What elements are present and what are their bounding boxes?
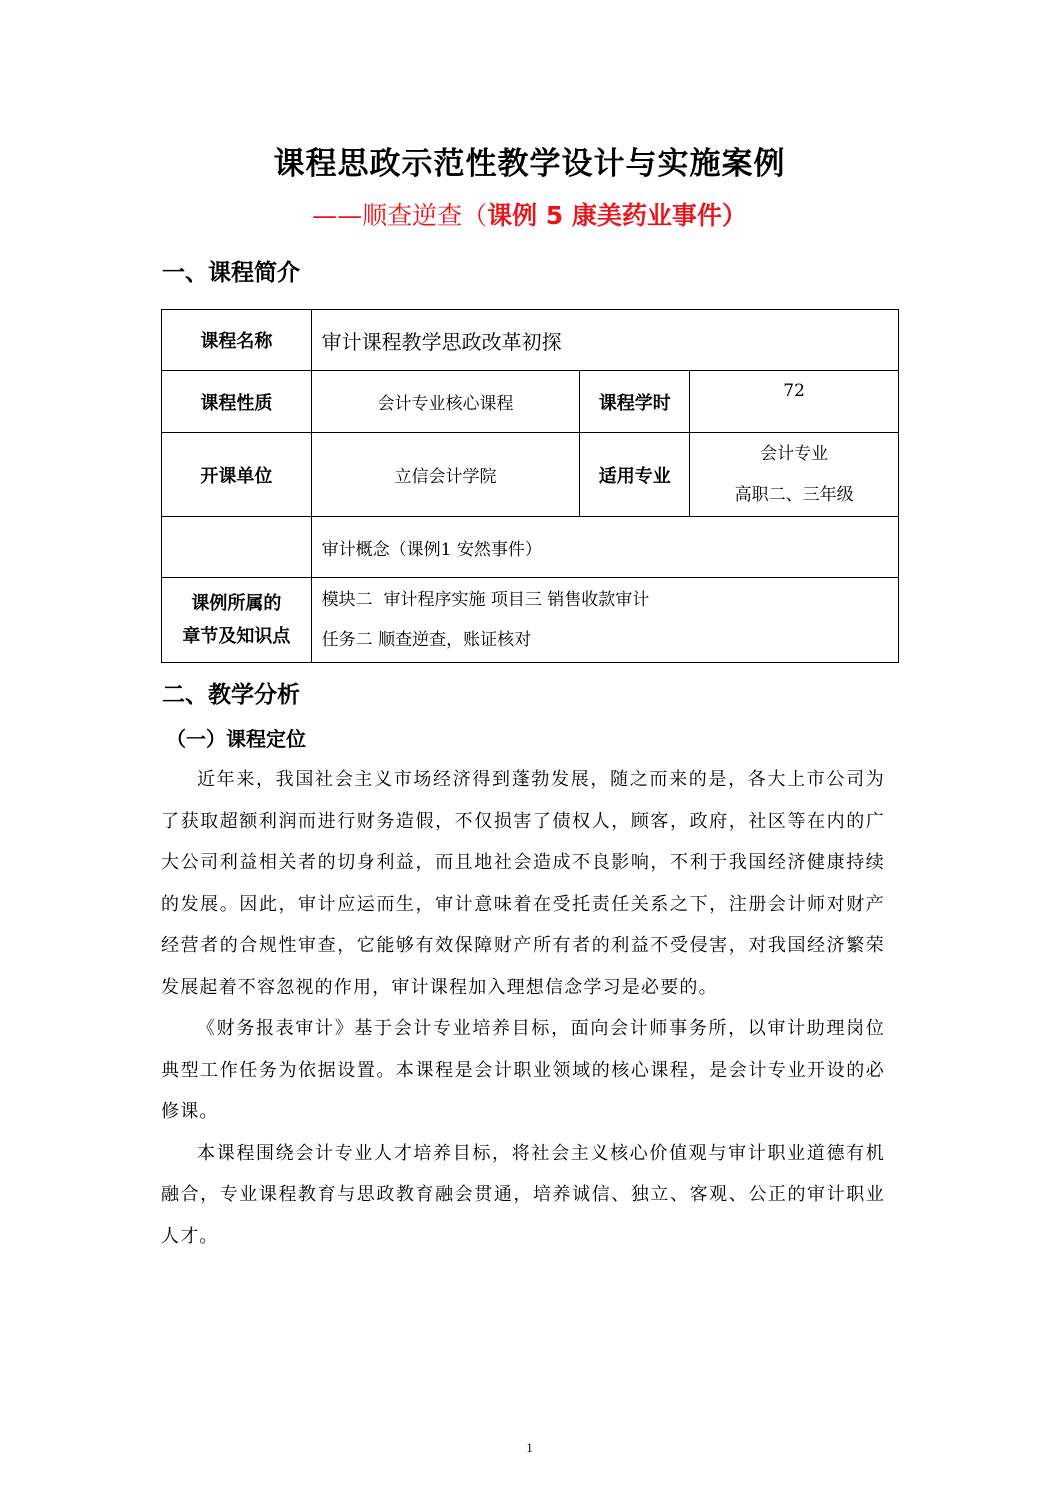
section-heading-course-intro: 一、课程简介 — [162, 260, 300, 286]
course-hours-value: 72 — [690, 371, 899, 433]
paragraph-2: 《财务报表审计》基于会计专业培养目标，面向会计师事务所，以审计助理岗位典型工作任务为依据设置。本课程是会计职业领域的核心课程，是会计专业开设的必修课。 — [161, 1018, 885, 1122]
applicable-major-label: 适用专业 — [580, 433, 690, 517]
table-row — [162, 310, 899, 371]
table-row — [162, 517, 899, 578]
subsection-heading-course-positioning: （一）课程定位 — [166, 727, 306, 751]
table-row — [162, 371, 899, 433]
offering-unit-label: 开课单位 — [162, 433, 312, 517]
course-nature-value: 会计专业核心课程 — [311, 371, 580, 433]
applicable-major-value — [690, 433, 899, 517]
case-name-value: 审计概念（课例1 安然事件） — [311, 517, 898, 578]
course-name-value: 审计课程教学思政改革初探 — [311, 310, 898, 371]
paragraph-3: 本课程围绕会计专业人才培养目标，将社会主义核心价值观与审计职业道德有机融合，专业课程教育与思政教育融会贯通，培养诚信、独立、客观、公正的审计职业人才。 — [161, 1142, 885, 1247]
section-heading-teaching-analysis: 二、教学分析 — [162, 682, 300, 708]
table-row — [162, 433, 899, 517]
chapter-label — [162, 578, 312, 663]
table-row — [162, 578, 899, 663]
chapter-label-line-1: 课例所属的 — [191, 593, 282, 614]
body-paragraphs — [161, 759, 885, 1257]
subtitle-dash: —— — [312, 201, 363, 230]
chapter-value — [311, 578, 898, 663]
case-name-label — [162, 517, 312, 578]
course-name-label: 课程名称 — [162, 310, 312, 371]
subtitle-plain: 顺查逆查（ — [362, 201, 488, 230]
chapter-line-2: 任务二 顺查逆查，账证核对 — [321, 630, 532, 650]
subtitle-bold: 课例 5 康美药业事件） — [487, 201, 747, 230]
course-hours-label: 课程学时 — [580, 371, 690, 433]
chapter-label-line-2: 章节及知识点 — [182, 626, 291, 647]
major-line-1: 会计专业 — [760, 443, 829, 464]
document-subtitle — [0, 196, 1059, 232]
document-title: 课程思政示范性教学设计与实施案例 — [273, 146, 786, 182]
major-line-2: 高职二、三年级 — [734, 484, 854, 505]
course-nature-label: 课程性质 — [162, 371, 312, 433]
offering-unit-value: 立信会计学院 — [311, 433, 580, 517]
page-number: 1 — [526, 1440, 533, 1455]
course-info-table — [161, 309, 899, 663]
paragraph-1: 近年来，我国社会主义市场经济得到蓬勃发展，随之而来的是，各大上市公司为了获取超额利润而进行财务造假，不仅损害了债权人，顾客，政府，社区等在内的广大公司利益相关者的切身利益，而且地社会造成不良影响，不利于我国经济健康持续的发展。因此，审计应运而生，审计意味着在受托责任关系之下，注册会计师对财产经营者的合规性审查，它能够有效保障财产所有者的利益不受侵害，对我国经济繁荣发展起着不容忽视的作用，审计课程加入理想信念学习是必要的。 — [161, 769, 885, 998]
chapter-line-1: 模块二 审计程序实施 项目三 销售收款审计 — [321, 590, 650, 610]
